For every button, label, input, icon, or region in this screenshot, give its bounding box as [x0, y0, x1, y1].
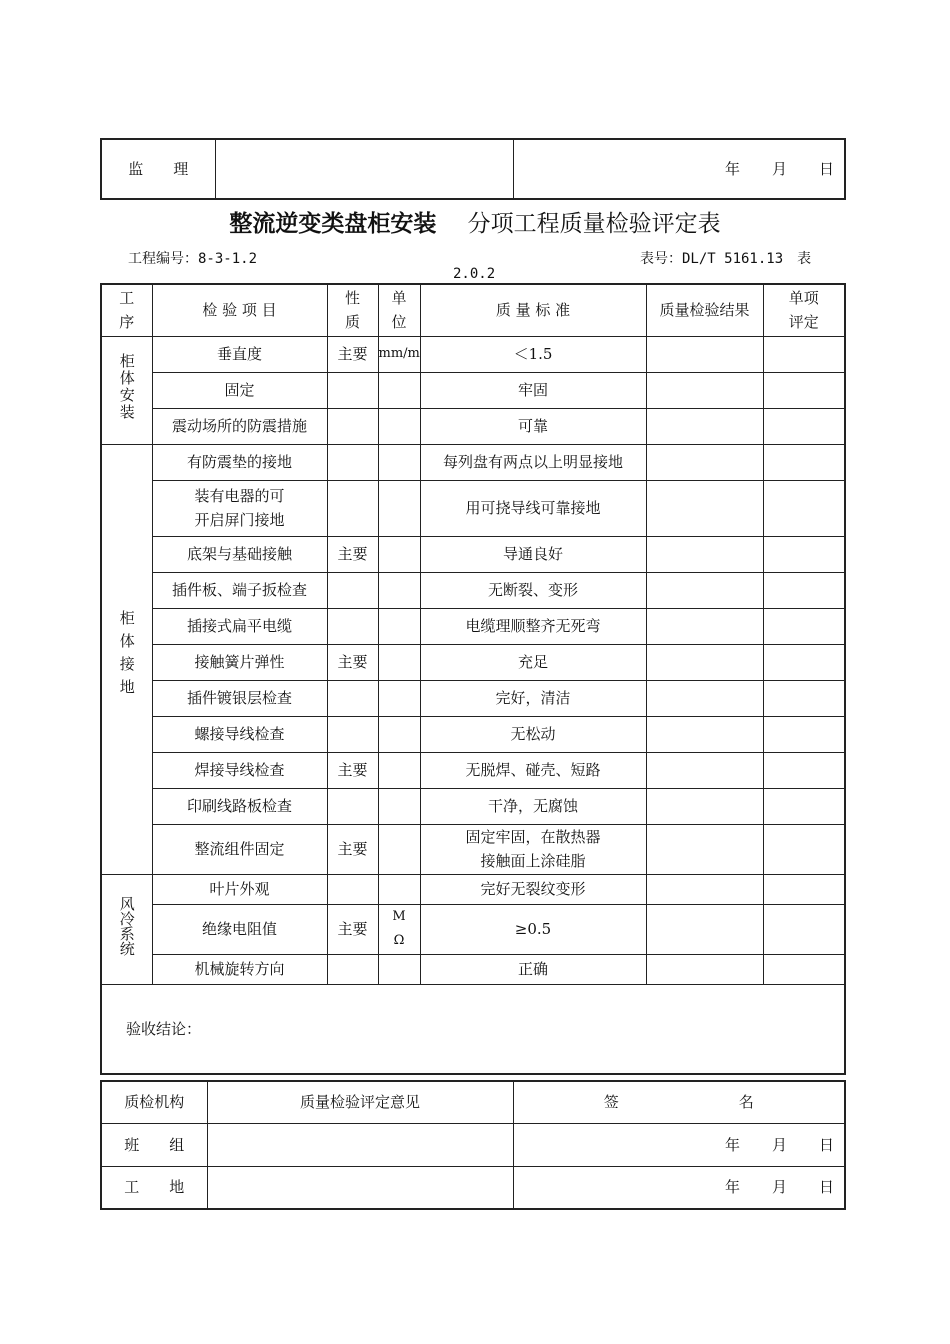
- table-row: [101, 716, 845, 752]
- row-standard: 每列盘有两点以上明显接地: [420, 444, 646, 480]
- row-nature: 主要: [327, 336, 378, 372]
- row-nature: [327, 716, 378, 752]
- row-result-cell[interactable]: [646, 372, 763, 408]
- row-result-cell[interactable]: [646, 788, 763, 824]
- row-result-cell[interactable]: [646, 824, 763, 874]
- row-nature: [327, 480, 378, 536]
- row-item: 叶片外观: [152, 874, 327, 904]
- row-unit: [378, 444, 420, 480]
- row-rating-cell[interactable]: [763, 608, 845, 644]
- row-item: 接触簧片弹性: [152, 644, 327, 680]
- row-nature: [327, 572, 378, 608]
- row-item: 插件镀银层检查: [152, 680, 327, 716]
- conclusion-label: 验收结论：: [126, 1019, 202, 1038]
- row-item: 整流组件固定: [152, 824, 327, 874]
- table-row: [101, 824, 845, 874]
- row-result-cell[interactable]: [646, 608, 763, 644]
- row-unit: [378, 788, 420, 824]
- row-rating-cell[interactable]: [763, 372, 845, 408]
- header-row: [101, 284, 845, 336]
- row-standard: 充足: [420, 644, 646, 680]
- table-row: [101, 644, 845, 680]
- signature-table: [100, 1080, 846, 1210]
- sign-header: 签 名: [513, 1081, 845, 1123]
- row-item: 震动场所的防震措施: [152, 408, 327, 444]
- row-rating-cell[interactable]: [763, 904, 845, 954]
- table-row: [101, 372, 845, 408]
- row-rating-cell[interactable]: [763, 752, 845, 788]
- row-nature: [327, 788, 378, 824]
- row-standard: 干净，无腐蚀: [420, 788, 646, 824]
- row-nature: [327, 372, 378, 408]
- row-unit: mm/m: [378, 336, 420, 372]
- row-nature: 主要: [327, 644, 378, 680]
- row-standard: 可靠: [420, 408, 646, 444]
- row-rating-cell[interactable]: [763, 572, 845, 608]
- row-item: 绝缘电阻值: [152, 904, 327, 954]
- row-result-cell[interactable]: [646, 680, 763, 716]
- table-row: [101, 680, 845, 716]
- row-unit: [378, 954, 420, 984]
- row-unit: [378, 680, 420, 716]
- header-standard: 质 量 标 准: [420, 284, 646, 336]
- row-rating-cell[interactable]: [763, 408, 845, 444]
- row-result-cell[interactable]: [646, 874, 763, 904]
- row-unit: [378, 480, 420, 536]
- project-number: 工程编号：8-3-1.2: [128, 251, 258, 267]
- supervision-opinion-cell[interactable]: [215, 139, 513, 199]
- table-row: [101, 954, 845, 984]
- table-row: [101, 608, 845, 644]
- table-row: [101, 480, 845, 536]
- site-label: 工 地: [101, 1166, 207, 1209]
- row-standard: 正确: [420, 954, 646, 984]
- row-result-cell[interactable]: [646, 954, 763, 984]
- row-result-cell[interactable]: [646, 444, 763, 480]
- form-title-sub: 分项工程质量检验评定表: [467, 211, 721, 237]
- form-number-cont: 2.0.2: [453, 266, 496, 282]
- signature-row: [101, 1166, 845, 1209]
- row-standard: ＜1.5: [420, 336, 646, 372]
- group-air-cooling: 风冷系统: [101, 874, 152, 984]
- row-unit: [378, 752, 420, 788]
- row-unit: [378, 372, 420, 408]
- row-standard: 无松动: [420, 716, 646, 752]
- table-row: [101, 408, 845, 444]
- row-result-cell[interactable]: [646, 536, 763, 572]
- org-header: 质检机构: [101, 1081, 207, 1123]
- form-number: 表号：DL/T 5161.13 表: [640, 251, 812, 267]
- row-nature: 主要: [327, 536, 378, 572]
- header-unit: 单 位: [378, 284, 420, 336]
- row-result-cell[interactable]: [646, 752, 763, 788]
- row-rating-cell[interactable]: [763, 536, 845, 572]
- row-rating-cell[interactable]: [763, 444, 845, 480]
- row-item: 底架与基础接触: [152, 536, 327, 572]
- inspection-table: [100, 283, 846, 1075]
- row-unit: [378, 572, 420, 608]
- row-unit: [378, 644, 420, 680]
- row-item: 装有电器的可 开启屏门接地: [152, 480, 327, 536]
- opinion-header: 质量检验评定意见: [207, 1081, 513, 1123]
- row-standard: 无断裂、变形: [420, 572, 646, 608]
- row-rating-cell[interactable]: [763, 644, 845, 680]
- group-cabinet-grounding: 柜体接地: [101, 444, 152, 874]
- row-item: 垂直度: [152, 336, 327, 372]
- row-item: 印刷线路板检查: [152, 788, 327, 824]
- row-standard: 导通良好: [420, 536, 646, 572]
- header-rating: 单项 评定: [763, 284, 845, 336]
- row-item: 插接式扁平电缆: [152, 608, 327, 644]
- row-unit: M Ω: [378, 904, 420, 954]
- row-rating-cell[interactable]: [763, 480, 845, 536]
- row-nature: [327, 874, 378, 904]
- header-process: 工 序: [101, 284, 152, 336]
- team-label: 班 组: [101, 1123, 207, 1166]
- table-row: [101, 752, 845, 788]
- row-standard: 用可挠导线可靠接地: [420, 480, 646, 536]
- row-item: 固定: [152, 372, 327, 408]
- table-row: [101, 874, 845, 904]
- row-standard: 固定牢固，在散热器 接触面上涂硅脂: [420, 824, 646, 874]
- row-result-cell[interactable]: [646, 572, 763, 608]
- row-rating-cell[interactable]: [763, 954, 845, 984]
- conclusion-cell[interactable]: [101, 984, 845, 1074]
- supervision-label: 监 理: [101, 139, 215, 199]
- row-rating-cell[interactable]: [763, 336, 845, 372]
- row-unit: [378, 608, 420, 644]
- row-nature: [327, 408, 378, 444]
- row-nature: 主要: [327, 904, 378, 954]
- signature-header-row: [101, 1081, 845, 1123]
- row-rating-cell[interactable]: [763, 716, 845, 752]
- row-item: 有防震垫的接地: [152, 444, 327, 480]
- table-row: [101, 904, 845, 954]
- row-standard: 电缆理顺整齐无死弯: [420, 608, 646, 644]
- row-rating-cell[interactable]: [763, 824, 845, 874]
- form-title: [0, 205, 950, 238]
- row-unit: [378, 536, 420, 572]
- header-item: 检 验 项 目: [152, 284, 327, 336]
- table-row: [101, 788, 845, 824]
- row-result-cell[interactable]: [646, 480, 763, 536]
- form-title-main: 整流逆变类盘柜安装: [229, 210, 437, 237]
- row-rating-cell[interactable]: [763, 680, 845, 716]
- header-nature: 性 质: [327, 284, 378, 336]
- row-item: 螺接导线检查: [152, 716, 327, 752]
- row-result-cell[interactable]: [646, 408, 763, 444]
- row-standard: 完好无裂纹变形: [420, 874, 646, 904]
- row-result-cell[interactable]: [646, 716, 763, 752]
- row-unit: [378, 874, 420, 904]
- row-standard: ≥0.5: [420, 904, 646, 954]
- supervision-table: [100, 138, 846, 200]
- table-row: [101, 444, 845, 480]
- row-result-cell[interactable]: [646, 644, 763, 680]
- row-rating-cell[interactable]: [763, 788, 845, 824]
- row-unit: [378, 716, 420, 752]
- group-cabinet-install: 柜体安装: [101, 336, 152, 444]
- signature-row: [101, 1123, 845, 1166]
- row-item: 机械旋转方向: [152, 954, 327, 984]
- conclusion-row: [101, 984, 845, 1074]
- team-date: 年 月 日: [513, 1123, 845, 1166]
- row-standard: 牢固: [420, 372, 646, 408]
- row-unit: [378, 824, 420, 874]
- row-rating-cell[interactable]: [763, 874, 845, 904]
- row-result-cell[interactable]: [646, 336, 763, 372]
- row-nature: 主要: [327, 752, 378, 788]
- table-row: [101, 572, 845, 608]
- supervision-date: 年 月 日: [513, 139, 845, 199]
- row-nature: [327, 680, 378, 716]
- site-opinion-cell[interactable]: [207, 1166, 513, 1209]
- row-nature: [327, 954, 378, 984]
- table-row: [101, 536, 845, 572]
- row-unit: [378, 408, 420, 444]
- row-item: 插件板、端子扳检查: [152, 572, 327, 608]
- header-result: 质量检验结果: [646, 284, 763, 336]
- row-standard: 无脱焊、碰壳、短路: [420, 752, 646, 788]
- row-nature: [327, 608, 378, 644]
- site-date: 年 月 日: [513, 1166, 845, 1209]
- team-opinion-cell[interactable]: [207, 1123, 513, 1166]
- row-result-cell[interactable]: [646, 904, 763, 954]
- row-standard: 完好，清洁: [420, 680, 646, 716]
- table-row: [101, 336, 845, 372]
- row-item: 焊接导线检查: [152, 752, 327, 788]
- row-nature: 主要: [327, 824, 378, 874]
- row-nature: [327, 444, 378, 480]
